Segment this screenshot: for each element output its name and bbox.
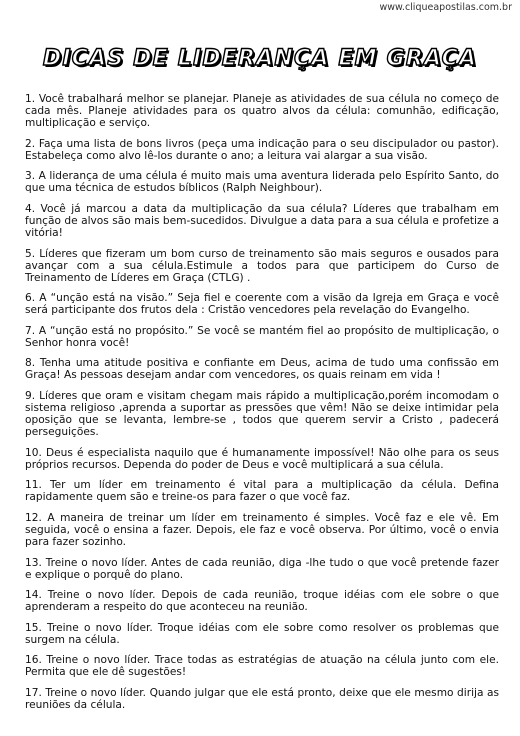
tips-list	[25, 93, 499, 719]
tip-item: 4. Você já marcou a data da multiplicação da sua célula? Líderes que trabalham em função de alvos são mais bem-sucedidos. Divulgue a data para a sua célula e profetize a vitória!	[25, 202, 499, 240]
tip-item: 1. Você trabalhará melhor se planejar. Planeje as atividades de sua célula no começo de cada mês. Planeje atividades para os quatro alvos da célula: comunhão, edificação, multiplicação e serviço.	[25, 93, 499, 130]
tip-item: 2. Faça uma lista de bons livros (peça uma indicação para o seu discipulador ou pastor). Estabeleça como alvo lê-los durante o ano; a leitura vai alargar a sua visão.	[25, 137, 499, 162]
page-title: DICAS DE LIDERANÇA EM GRAÇA	[42, 46, 478, 71]
tip-item: 12. A maneira de treinar um líder em treinamento é simples. Você faz e ele vê. Em seguida, você o ensina a fazer. Depois, ele faz e você observa. Por último, você o envia para fazer sozinho.	[25, 511, 499, 549]
tip-item: 8. Tenha uma atitude positiva e confiante em Deus, acima de tudo uma confissão em Graça! As pessoas desejam andar com vencedores, os quais reinam em vida !	[25, 357, 499, 382]
tip-item: 3. A liderança de uma célula é muito mais uma aventura liderada pelo Espírito Santo, do que uma técnica de estudos bíblicos (Ralph Neighbour).	[25, 170, 499, 195]
tip-item: 7. A “unção está no propósito.” Se você se mantém fiel ao propósito de multiplicação, o Senhor honra você!	[25, 324, 499, 349]
tip-item: 17. Treine o novo líder. Quando julgar que ele está pronto, deixe que ele mesmo dirija as reuniões da célula.	[25, 686, 499, 711]
site-url: www.cliqueapostilas.com.br	[379, 2, 512, 13]
tip-item: 14. Treine o novo líder. Depois de cada reunião, troque idéias com ele sobre o que aprenderam a respeito do que aconteceu na reunião.	[25, 589, 499, 614]
tip-item: 11. Ter um líder em treinamento é vital para a multiplicação da célula. Defina rapidamente quem são e treine-os para fazer o que você faz.	[25, 479, 499, 504]
tip-item: 16. Treine o novo líder. Trace todas as estratégias de atuação na célula junto com ele. Permita que ele dê sugestões!	[25, 654, 499, 679]
tip-item: 15. Treine o novo líder. Troque idéias com ele sobre como resolver os problemas que surgem na célula.	[25, 621, 499, 646]
tip-item: 13. Treine o novo líder. Antes de cada reunião, diga -lhe tudo o que você pretende fazer e explique o porquê do plano.	[25, 556, 499, 581]
tip-item: 10. Deus é especialista naquilo que é humanamente impossível! Não olhe para os seus próprios recursos. Dependa do poder de Deus e você multiplicará a sua célula.	[25, 446, 499, 471]
tip-item: 9. Líderes que oram e visitam chegam mais rápido a multiplicação,porém incomodam o sistema religioso ,aprenda a suportar as pressões que vêm! Não se deixe intimidar pela oposição que se levanta, lembre-se , todos que querem servir a Cristo , padecerá perseguições.	[25, 389, 499, 439]
tip-item: 6. A “unção está na visão.” Seja fiel e coerente com a visão da Igreja em Graça e você será participante dos frutos dela : Cristão vencedores pela revelação do Evangelho.	[25, 292, 499, 317]
tip-item: 5. Líderes que fizeram um bom curso de treinamento são mais seguros e ousados para avançar com a sua célula.Estimule a todos para que participem do Curso de Treinamento de Líderes em Graça (CTLG) .	[25, 247, 499, 284]
